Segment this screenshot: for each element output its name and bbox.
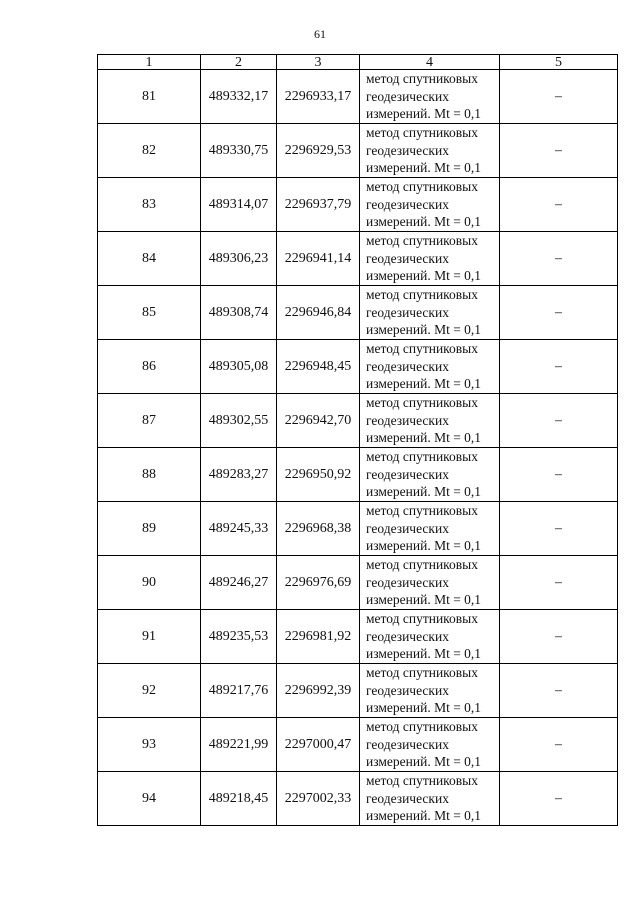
method-line-1: метод спутниковых (366, 557, 478, 573)
point-number-cell: 94 (98, 772, 201, 826)
method-line-2: геодезических (366, 682, 449, 698)
method-line-3: измерений. Mt = 0,1 (366, 592, 482, 608)
table-header-row (98, 55, 618, 70)
y-coordinate-cell: 2296937,79 (277, 178, 360, 232)
table-row (98, 502, 618, 556)
point-number-cell: 83 (98, 178, 201, 232)
note-cell: – (500, 718, 618, 772)
x-coordinate-cell: 489217,76 (201, 664, 277, 718)
method-cell (360, 232, 500, 286)
method-line-1: метод спутниковых (366, 503, 478, 519)
point-number-cell: 90 (98, 556, 201, 610)
point-number-cell: 85 (98, 286, 201, 340)
point-number-cell: 82 (98, 124, 201, 178)
method-line-1: метод спутниковых (366, 233, 478, 249)
point-number-cell: 91 (98, 610, 201, 664)
x-coordinate-cell: 489306,23 (201, 232, 277, 286)
y-coordinate-cell: 2296942,70 (277, 394, 360, 448)
method-line-2: геодезических (366, 250, 449, 266)
method-cell (360, 556, 500, 610)
x-coordinate-cell: 489246,27 (201, 556, 277, 610)
note-cell: – (500, 124, 618, 178)
method-line-2: геодезических (366, 790, 449, 806)
point-number-cell: 92 (98, 664, 201, 718)
y-coordinate-cell: 2297000,47 (277, 718, 360, 772)
method-line-1: метод спутниковых (366, 179, 478, 195)
table-row (98, 340, 618, 394)
method-cell (360, 772, 500, 826)
table-row (98, 394, 618, 448)
method-line-3: измерений. Mt = 0,1 (366, 808, 482, 824)
method-line-3: измерений. Mt = 0,1 (366, 322, 482, 338)
y-coordinate-cell: 2297002,33 (277, 772, 360, 826)
point-number-cell: 87 (98, 394, 201, 448)
table-row (98, 178, 618, 232)
method-line-2: геодезических (366, 466, 449, 482)
note-cell: – (500, 448, 618, 502)
method-line-2: геодезических (366, 574, 449, 590)
method-cell (360, 502, 500, 556)
table-row (98, 448, 618, 502)
method-line-1: метод спутниковых (366, 665, 478, 681)
x-coordinate-cell: 489283,27 (201, 448, 277, 502)
method-cell (360, 610, 500, 664)
x-coordinate-cell: 489218,45 (201, 772, 277, 826)
x-coordinate-cell: 489330,75 (201, 124, 277, 178)
column-header-5: 5 (500, 55, 618, 70)
y-coordinate-cell: 2296976,69 (277, 556, 360, 610)
point-number-cell: 89 (98, 502, 201, 556)
table-row (98, 718, 618, 772)
method-cell (360, 340, 500, 394)
x-coordinate-cell: 489332,17 (201, 70, 277, 124)
method-line-3: измерений. Mt = 0,1 (366, 376, 482, 392)
note-cell: – (500, 502, 618, 556)
point-number-cell: 93 (98, 718, 201, 772)
y-coordinate-cell: 2296968,38 (277, 502, 360, 556)
method-line-2: геодезических (366, 736, 449, 752)
note-cell: – (500, 664, 618, 718)
method-line-1: метод спутниковых (366, 395, 478, 411)
table-row (98, 70, 618, 124)
method-cell (360, 718, 500, 772)
method-line-1: метод спутниковых (366, 449, 478, 465)
method-line-2: геодезических (366, 142, 449, 158)
note-cell: – (500, 394, 618, 448)
method-line-3: измерений. Mt = 0,1 (366, 700, 482, 716)
table-row (98, 286, 618, 340)
method-line-1: метод спутниковых (366, 287, 478, 303)
x-coordinate-cell: 489221,99 (201, 718, 277, 772)
method-line-2: геодезических (366, 304, 449, 320)
x-coordinate-cell: 489308,74 (201, 286, 277, 340)
y-coordinate-cell: 2296981,92 (277, 610, 360, 664)
note-cell: – (500, 232, 618, 286)
method-cell (360, 178, 500, 232)
method-line-1: метод спутниковых (366, 719, 478, 735)
note-cell: – (500, 556, 618, 610)
method-line-3: измерений. Mt = 0,1 (366, 214, 482, 230)
x-coordinate-cell: 489302,55 (201, 394, 277, 448)
method-line-3: измерений. Mt = 0,1 (366, 538, 482, 554)
method-line-1: метод спутниковых (366, 71, 478, 87)
coordinates-table (97, 54, 618, 826)
y-coordinate-cell: 2296941,14 (277, 232, 360, 286)
method-line-3: измерений. Mt = 0,1 (366, 430, 482, 446)
point-number-cell: 81 (98, 70, 201, 124)
y-coordinate-cell: 2296948,45 (277, 340, 360, 394)
table-row (98, 772, 618, 826)
x-coordinate-cell: 489235,53 (201, 610, 277, 664)
y-coordinate-cell: 2296992,39 (277, 664, 360, 718)
method-line-3: измерений. Mt = 0,1 (366, 268, 482, 284)
method-line-1: метод спутниковых (366, 611, 478, 627)
table-row (98, 556, 618, 610)
method-line-2: геодезических (366, 196, 449, 212)
method-line-3: измерений. Mt = 0,1 (366, 106, 482, 122)
note-cell: – (500, 286, 618, 340)
method-cell (360, 448, 500, 502)
method-line-3: измерений. Mt = 0,1 (366, 160, 482, 176)
x-coordinate-cell: 489305,08 (201, 340, 277, 394)
table-row (98, 664, 618, 718)
y-coordinate-cell: 2296929,53 (277, 124, 360, 178)
table-row (98, 610, 618, 664)
method-line-2: геодезических (366, 412, 449, 428)
method-line-2: геодезических (366, 520, 449, 536)
column-header-1: 1 (98, 55, 201, 70)
method-cell (360, 286, 500, 340)
method-cell (360, 124, 500, 178)
column-header-3: 3 (277, 55, 360, 70)
note-cell: – (500, 178, 618, 232)
note-cell: – (500, 340, 618, 394)
method-line-3: измерений. Mt = 0,1 (366, 754, 482, 770)
table-row (98, 124, 618, 178)
y-coordinate-cell: 2296933,17 (277, 70, 360, 124)
method-cell (360, 70, 500, 124)
point-number-cell: 88 (98, 448, 201, 502)
y-coordinate-cell: 2296950,92 (277, 448, 360, 502)
note-cell: – (500, 610, 618, 664)
method-line-3: измерений. Mt = 0,1 (366, 646, 482, 662)
method-cell (360, 394, 500, 448)
method-line-1: метод спутниковых (366, 125, 478, 141)
note-cell: – (500, 70, 618, 124)
method-line-1: метод спутниковых (366, 341, 478, 357)
x-coordinate-cell: 489245,33 (201, 502, 277, 556)
column-header-2: 2 (201, 55, 277, 70)
point-number-cell: 84 (98, 232, 201, 286)
point-number-cell: 86 (98, 340, 201, 394)
method-line-2: геодезических (366, 88, 449, 104)
page-number: 61 (314, 27, 326, 41)
table-body (98, 70, 618, 826)
y-coordinate-cell: 2296946,84 (277, 286, 360, 340)
table-row (98, 232, 618, 286)
note-cell: – (500, 772, 618, 826)
method-line-2: геодезических (366, 358, 449, 374)
method-cell (360, 664, 500, 718)
column-header-4: 4 (360, 55, 500, 70)
method-line-1: метод спутниковых (366, 773, 478, 789)
method-line-3: измерений. Mt = 0,1 (366, 484, 482, 500)
x-coordinate-cell: 489314,07 (201, 178, 277, 232)
method-line-2: геодезических (366, 628, 449, 644)
